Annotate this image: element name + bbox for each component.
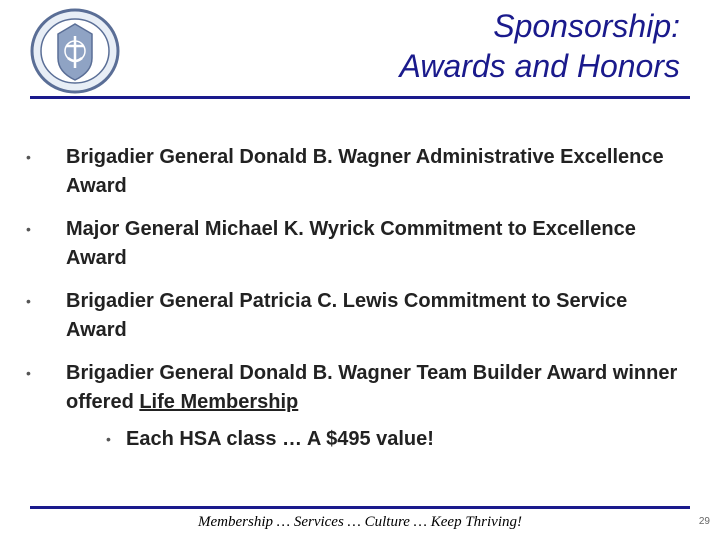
footer-divider [30,506,690,509]
bullet-dot: • [106,431,111,447]
bullet-text: Brigadier General Donald B. Wagner Team Builder Award winner offered [66,362,678,413]
bullet-item [26,143,686,201]
bullet-dot: • [26,293,31,309]
bullet-item [26,359,686,417]
bullet-text: Brigadier General Donald B. Wagner Administrative Excellence Award [66,146,664,197]
title-line-1: Sponsorship: [493,8,680,44]
seal-logo-icon [30,8,120,94]
bullet-dot: • [26,365,31,381]
sub-bullet-text: Each HSA class … A $495 value! [126,428,434,450]
slide-title [400,6,680,86]
title-line-2: Awards and Honors [399,48,680,84]
bullet-dot: • [26,221,31,237]
bullet-dot: • [26,149,31,165]
header-divider [30,96,690,99]
life-membership-text: Life Membership [139,391,299,413]
bullet-item [26,215,686,273]
bullet-text: Major General Michael K. Wyrick Commitment to Excellence Award [66,218,636,269]
footer-tagline: Membership … Services … Culture … Keep Thriving! [198,514,522,530]
sub-bullet-item [106,425,686,454]
bullet-text: Brigadier General Patricia C. Lewis Commitment to Service Award [66,290,628,341]
bullet-item [26,287,686,345]
page-number: 29 [698,516,710,527]
